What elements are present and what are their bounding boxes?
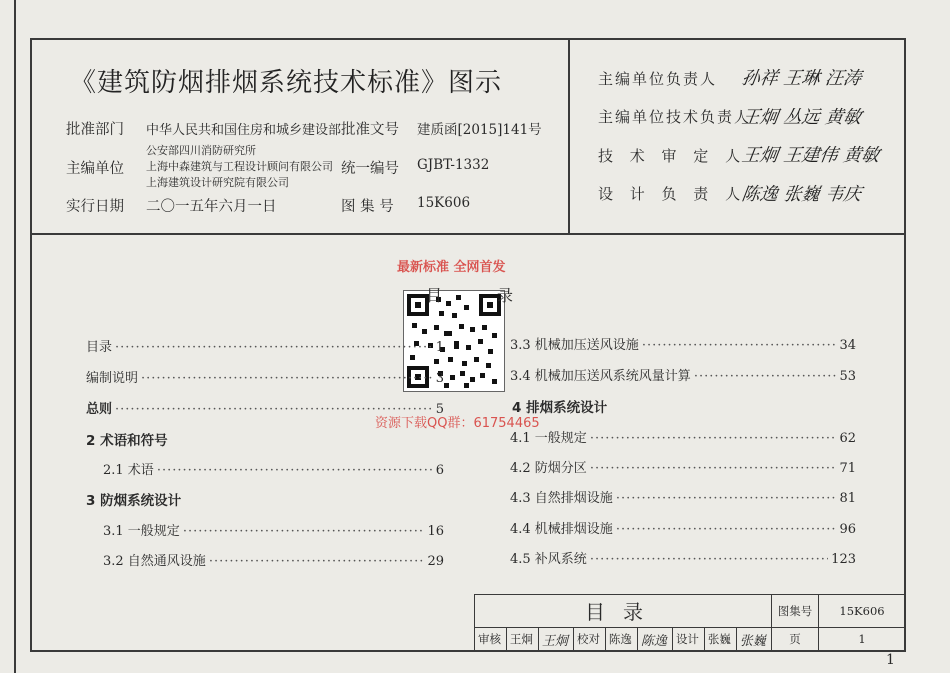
editor-unit-2: 上海中森建筑与工程设计顾问有限公司 bbox=[146, 160, 333, 173]
toc-leader-dots bbox=[616, 522, 837, 537]
toc-item-label: 4.4 机械排烟设施 bbox=[510, 522, 613, 537]
title-block-atlas-label: 图集号 bbox=[772, 595, 819, 628]
toc-heading-right: 录 bbox=[497, 286, 514, 305]
signature-design-lead: 陈逸 张巍 韦庆 bbox=[740, 184, 863, 205]
effective-date: 二〇一五年六月一日 bbox=[146, 199, 277, 215]
toc-leader-dots bbox=[157, 463, 433, 478]
binding-margin-line bbox=[14, 0, 16, 673]
toc-item-page: 29 bbox=[427, 554, 444, 569]
toc-item-page: 34 bbox=[839, 338, 856, 353]
resp-label-design-lead: 设 计 负 责 人 bbox=[598, 185, 747, 203]
page-number: 1 bbox=[886, 652, 895, 668]
watermark-bottom: 资源下载QQ群：61754465 bbox=[375, 416, 540, 431]
approval-doc-label: 批准文号 bbox=[341, 122, 399, 138]
toc-leader-dots bbox=[183, 524, 425, 539]
editor-unit-3: 上海建筑设计研究院有限公司 bbox=[146, 176, 289, 189]
toc-item-4-5[interactable] bbox=[510, 548, 856, 567]
document-title: 《建筑防烟排烟系统技术标准》图示 bbox=[70, 68, 503, 98]
editor-unit-1: 公安部四川消防研究所 bbox=[146, 144, 256, 157]
toc-item-label: 4.5 补风系统 bbox=[510, 552, 587, 567]
title-block bbox=[474, 594, 906, 652]
title-block-page-no: 1 bbox=[819, 627, 906, 651]
toc-leader-dots bbox=[115, 340, 433, 355]
header-vertical-divider bbox=[568, 40, 570, 233]
toc-item-label: 3.4 机械加压送风系统风量计算 bbox=[510, 369, 691, 384]
signature-chief-editor: 孙祥 王琳 汪涛 bbox=[740, 68, 863, 89]
effective-date-label: 实行日期 bbox=[66, 199, 124, 215]
toc-item-label: 编制说明 bbox=[86, 371, 139, 386]
toc-item-2-1[interactable] bbox=[103, 459, 444, 478]
toc-item-3-4[interactable] bbox=[510, 365, 856, 384]
title-block-review-name: 王炯 bbox=[506, 627, 538, 651]
toc-item-page: 62 bbox=[839, 431, 856, 446]
toc-leader-dots bbox=[209, 554, 425, 569]
toc-item-page: 1 bbox=[435, 340, 444, 355]
toc-item-label: 4.2 防烟分区 bbox=[510, 461, 587, 476]
toc-item-3-2[interactable] bbox=[103, 550, 444, 569]
title-block-atlas-no: 15K606 bbox=[819, 595, 906, 628]
signature-technical-review: 王炯 王建伟 黄敏 bbox=[740, 145, 881, 166]
title-block-check-signature: 陈逸 bbox=[637, 627, 672, 651]
toc-item-label: 总则 bbox=[86, 402, 113, 417]
toc-leader-dots bbox=[590, 552, 828, 567]
approval-doc: 建质函[2015]141号 bbox=[417, 122, 542, 138]
toc-leader-dots bbox=[590, 461, 837, 476]
toc-leader-dots bbox=[590, 431, 837, 446]
toc-item-compilation-notes[interactable] bbox=[86, 367, 444, 386]
unified-no-label: 统一编号 bbox=[341, 161, 399, 177]
toc-item-3-3[interactable] bbox=[510, 334, 856, 353]
title-block-design-signature: 张巍 bbox=[736, 627, 771, 651]
title-block-check-label: 校对 bbox=[573, 627, 605, 651]
resp-label-technical-review: 技 术 审 定 人 bbox=[598, 147, 747, 165]
toc-section-terms[interactable]: 2 术语和符号 bbox=[86, 433, 168, 449]
watermark-top: 最新标准 全网首发 bbox=[397, 260, 506, 275]
toc-section-smoke-protection[interactable]: 3 防烟系统设计 bbox=[86, 493, 182, 509]
atlas-no: 15K606 bbox=[417, 195, 471, 211]
title-block-review-signature: 王炯 bbox=[538, 627, 573, 651]
toc-item-label: 3.2 自然通风设施 bbox=[103, 554, 206, 569]
toc-section-smoke-exhaust[interactable]: 4 排烟系统设计 bbox=[512, 400, 608, 416]
toc-item-page: 123 bbox=[831, 552, 856, 567]
toc-heading-left: 目 bbox=[426, 286, 443, 305]
toc-leader-dots bbox=[642, 338, 837, 353]
toc-item-general[interactable] bbox=[86, 398, 444, 417]
title-block-review-label: 审核 bbox=[475, 627, 507, 651]
toc-item-label: 目录 bbox=[86, 340, 113, 355]
approval-dept-label: 批准部门 bbox=[66, 122, 124, 138]
toc-item-page: 96 bbox=[839, 522, 856, 537]
toc-item-page: 71 bbox=[839, 461, 856, 476]
title-block-page-label: 页 bbox=[772, 627, 819, 651]
title-block-design-label: 设计 bbox=[672, 627, 704, 651]
toc-item-page: 81 bbox=[839, 491, 856, 506]
toc-leader-dots bbox=[115, 402, 433, 417]
toc-item-4-2[interactable] bbox=[510, 457, 856, 476]
toc-item-3-1[interactable] bbox=[103, 520, 444, 539]
toc-item-page: 3 bbox=[435, 371, 444, 386]
toc-item-label: 2.1 术语 bbox=[103, 463, 154, 478]
title-block-design-name: 张巍 bbox=[704, 627, 736, 651]
toc-leader-dots bbox=[141, 371, 433, 386]
toc-item-4-4[interactable] bbox=[510, 518, 856, 537]
toc-item-label: 3.3 机械加压送风设施 bbox=[510, 338, 639, 353]
header-divider bbox=[32, 233, 904, 235]
approval-dept: 中华人民共和国住房和城乡建设部 bbox=[146, 123, 342, 138]
title-block-title: 目录 bbox=[475, 595, 772, 628]
toc-item-page: 5 bbox=[435, 402, 444, 417]
resp-label-chief-editor: 主编单位负责人 bbox=[598, 70, 718, 88]
toc-item-4-3[interactable] bbox=[510, 487, 856, 506]
editor-label: 主编单位 bbox=[66, 161, 124, 177]
toc-item-page: 53 bbox=[839, 369, 856, 384]
toc-item-label: 4.1 一般规定 bbox=[510, 431, 587, 446]
toc-item-label: 3.1 一般规定 bbox=[103, 524, 180, 539]
title-block-check-name: 陈逸 bbox=[605, 627, 637, 651]
resp-label-tech-lead: 主编单位技术负责人 bbox=[598, 108, 752, 126]
toc-item-4-1[interactable] bbox=[510, 427, 856, 446]
toc-leader-dots bbox=[694, 369, 837, 384]
toc-leader-dots bbox=[616, 491, 837, 506]
unified-no: GJBT-1332 bbox=[417, 157, 490, 173]
toc-item-page: 6 bbox=[435, 463, 444, 478]
signature-tech-lead: 王炯 丛远 黄敏 bbox=[740, 107, 863, 128]
toc-item-label: 4.3 自然排烟设施 bbox=[510, 491, 613, 506]
toc-item-contents[interactable] bbox=[86, 336, 444, 355]
toc-item-page: 16 bbox=[427, 524, 444, 539]
atlas-no-label: 图 集 号 bbox=[341, 199, 394, 215]
